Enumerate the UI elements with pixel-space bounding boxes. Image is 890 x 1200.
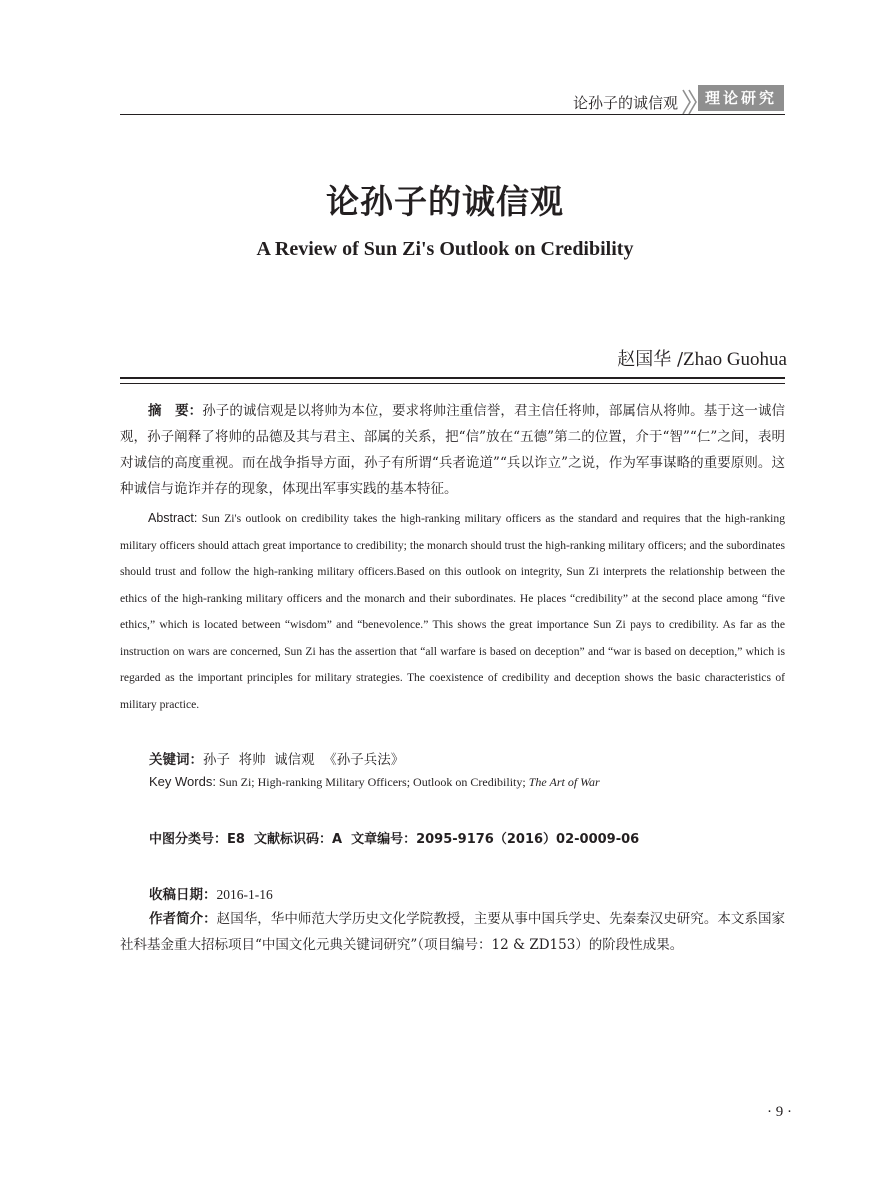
divider-thin [120,383,785,384]
english-title: A Review of Sun Zi's Outlook on Credibility [256,238,634,260]
abstract-cn-text: 孙子的诚信观是以将帅为本位，要求将帅注重信誉，君主信任将帅，部属信从将帅。基于这一诚信观，孙子阐释了将帅的品德及其与君主、部属的关系，把“信”放在“五德”第二的位置，介于“智”“仁”之间，表明对诚信的高度重视。而在战争指导方面，孙子有所谓“兵者诡道”“兵以诈立”之说，作为军事谋略的重要原则。这种诚信与诡诈并存的现象，体现出军事实践的基本特征。 [120,403,786,497]
classification-line: 中图分类号：E8 文献标识码：A 文章编号：2095-9176（2016）02-0009-06 [149,832,640,847]
abstract-chinese [120,398,785,502]
divider-thick [120,377,785,379]
author-line [617,345,787,371]
received-date [149,883,273,903]
abstract-en-text: Sun Zi's outlook on credibility takes the high-ranking military officers as the standard and requires that the high-ranking military officers should attach great importance to credibility; the monarch should trust the high-ranking military officers; and the subordinates should trust and follow the high-ranking military officers.Based on this outlook on integrity, Sun Zi interprets the relationship between the ethics of the high-ranking military officers and the monarch and their subordinates. He places “credibility” at the second place among “five ethics,” which is located between “wisdom” and “benevolence.” This shows the great importance Sun Zi pays to credibility. As far as the instruction on wars are concerned, Sun Zi has the assertion that “all warfare is based on deception” and “war is based on deception,” which is regarded as the important principles for military strategies. The coexistence of credibility and deception shows the basic characteristics of military practice. [120,512,785,711]
page-title: 论孙子的诚信观 [326,182,564,221]
author-bio-text: 赵国华，华中师范大学历史文化学院教授，主要从事中国兵学史、先秦秦汉史研究。本文系国家社科基金重大招标项目“中国文化元典关键词研究”（项目编号：12 & ZD153）的阶段性成果。 [120,911,786,953]
author-bio-label: 作者简介： [149,911,217,927]
keywords-en-label: Key Words: [149,774,216,789]
keywords-en-text: Sun Zi; High-ranking Military Officers; Outlook on Credibility; [215,775,529,789]
author-english: Zhao Guohua [683,349,787,370]
keywords-cn-label: 关键词： [149,752,203,768]
received-label: 收稿日期： [149,887,217,903]
chevron-right-icon [681,88,699,116]
section-badge: 理论研究 [698,85,784,111]
author-chinese: 赵国华 [617,349,672,370]
received-value: 2016-1-16 [216,887,273,902]
page-number: · 9 · [767,1104,792,1120]
running-title: 论孙子的诚信观 [572,94,678,112]
keywords-chinese [149,748,404,768]
abstract-en-label: Abstract: [148,511,198,525]
keywords-en-italic: The Art of War [528,775,600,789]
author-bio [120,906,785,958]
abstract-english [120,505,785,718]
abstract-cn-label: 摘 要： [148,403,203,419]
header-divider [120,114,785,115]
author-separator: / [671,349,684,370]
keywords-cn-text: 孙子 将帅 诚信观 《孙子兵法》 [203,752,405,768]
keywords-english [149,774,600,790]
